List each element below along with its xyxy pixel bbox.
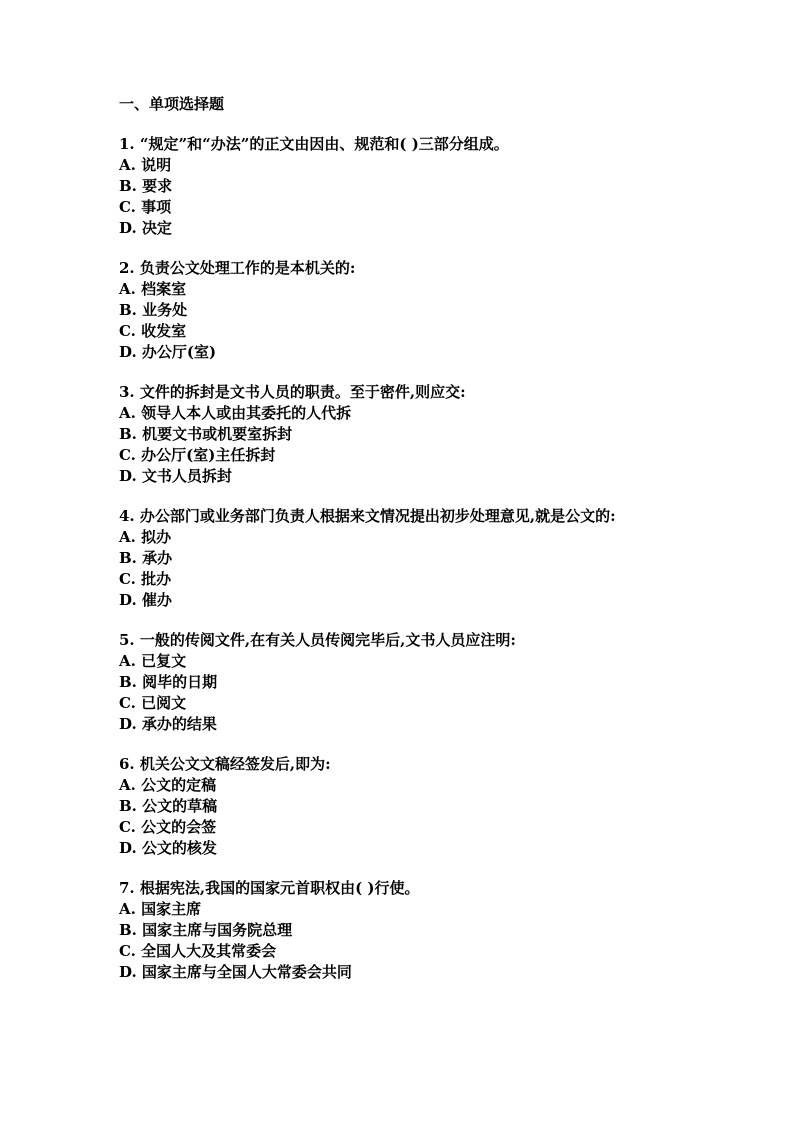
option-d: D. 决定 (119, 219, 172, 237)
option-c: C. 办公厅(室)主任拆封 (119, 446, 276, 464)
question-4 (119, 506, 759, 611)
option-d: D. 承办的结果 (119, 715, 217, 733)
question-1 (119, 134, 759, 239)
option-b: B. 阅毕的日期 (119, 673, 218, 691)
option-d: D. 文书人员拆封 (119, 467, 232, 485)
option-a: A. 领导人本人或由其委托的人代拆 (119, 404, 352, 422)
option-a: A. 档案室 (119, 280, 187, 298)
option-d: D. 催办 (119, 591, 172, 609)
question-text: 5. 一般的传阅文件,在有关人员传阅完毕后,文书人员应注明: (119, 631, 516, 649)
question-text: 3. 文件的拆封是文书人员的职责。至于密件,则应交: (119, 383, 466, 401)
option-a: A. 已复文 (119, 652, 187, 670)
option-b: B. 业务处 (119, 301, 188, 319)
question-text: 1. “规定”和“办法”的正文由因由、规范和( )三部分组成。 (119, 135, 509, 153)
option-d: D. 公文的核发 (119, 839, 217, 857)
option-d: D. 国家主席与全国人大常委会共同 (119, 963, 352, 981)
question-6 (119, 754, 759, 859)
option-b: B. 要求 (119, 177, 173, 195)
option-d: D. 办公厅(室) (119, 343, 217, 361)
document-page (119, 93, 759, 1002)
option-c: C. 事项 (119, 198, 172, 216)
option-b: B. 公文的草稿 (119, 797, 218, 815)
option-a: A. 公文的定稿 (119, 776, 217, 794)
question-text: 6. 机关公文文稿经签发后,即为: (119, 755, 331, 773)
option-a: A. 拟办 (119, 528, 172, 546)
option-b: B. 国家主席与国务院总理 (119, 921, 293, 939)
question-list (119, 134, 759, 983)
question-7 (119, 878, 759, 983)
option-c: C. 已阅文 (119, 694, 187, 712)
option-c: C. 公文的会签 (119, 818, 217, 836)
question-text: 7. 根据宪法,我国的国家元首职权由( )行使。 (119, 879, 420, 897)
question-5 (119, 630, 759, 735)
option-c: C. 批办 (119, 570, 172, 588)
question-3 (119, 382, 759, 487)
option-b: B. 承办 (119, 549, 173, 567)
question-2 (119, 258, 759, 363)
option-a: A. 说明 (119, 156, 172, 174)
option-c: C. 全国人大及其常委会 (119, 942, 277, 960)
section-title: 一、单项选择题 (119, 95, 225, 113)
option-c: C. 收发室 (119, 322, 187, 340)
option-a: A. 国家主席 (119, 900, 202, 918)
option-b: B. 机要文书或机要室拆封 (119, 425, 293, 443)
question-text: 2. 负责公文处理工作的是本机关的: (119, 259, 356, 277)
question-text: 4. 办公部门或业务部门负责人根据来文情况提出初步处理意见,就是公文的: (119, 507, 616, 525)
